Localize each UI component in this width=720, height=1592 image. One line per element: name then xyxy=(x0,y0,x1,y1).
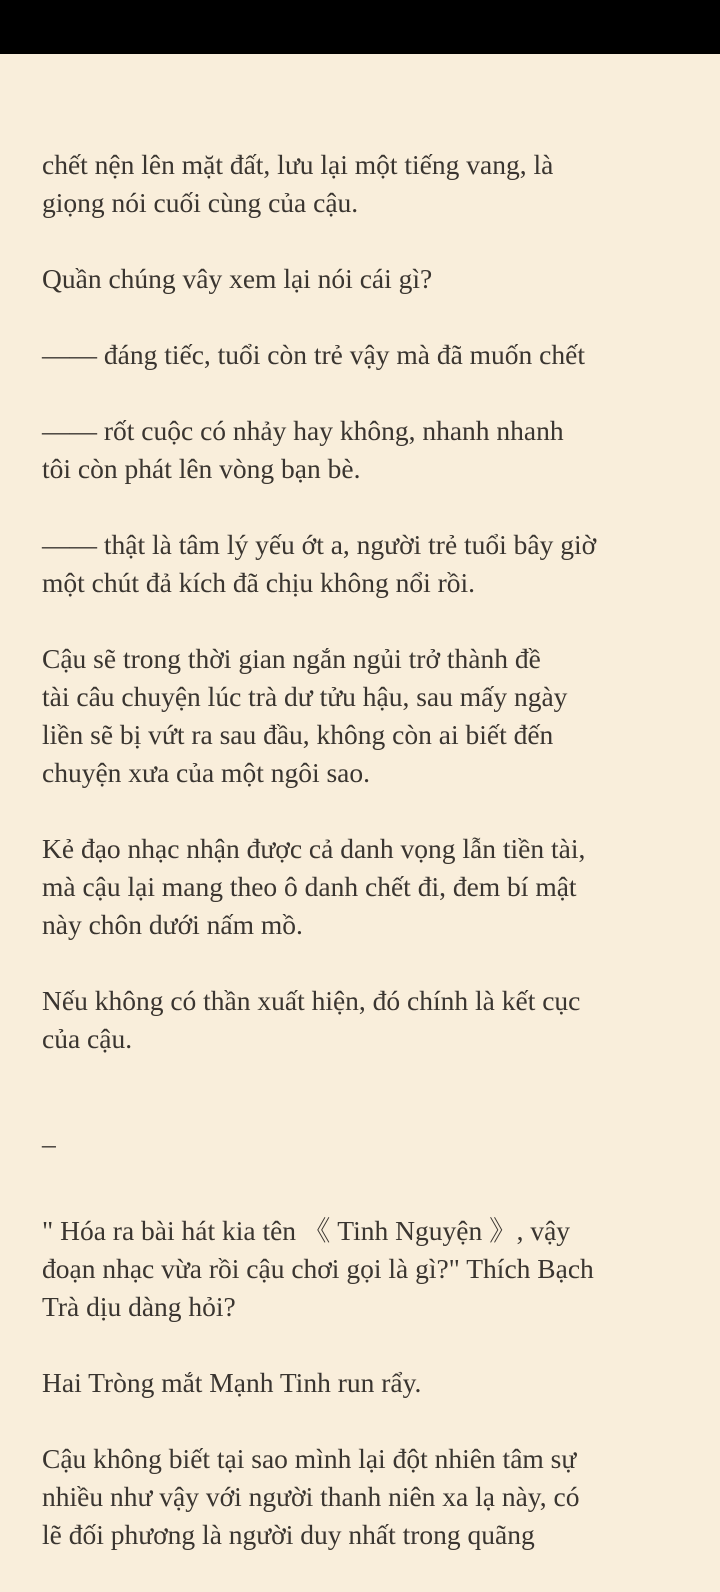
paragraph: Cậu sẽ trong thời gian ngắn ngủi trở thành đề tài câu chuyện lúc trà dư tửu hậu, sau mấy ngày liền sẽ bị vứt ra sau đầu, không còn ai biết đến chuyện xưa của một ngôi sao. xyxy=(42,643,568,788)
paragraph: Nếu không có thần xuất hiện, đó chính là kết cục của cậu. xyxy=(42,985,581,1054)
paragraph: Kẻ đạo nhạc nhận được cả danh vọng lẫn tiền tài, mà cậu lại mang theo ô danh chết đi, đem bí mật này chôn dưới nấm mồ. xyxy=(42,833,586,940)
paragraph: Hai Tròng mắt Mạnh Tinh run rẩy. xyxy=(42,1367,422,1398)
chapter-text xyxy=(42,146,672,1592)
paragraph: " Hóa ra bài hát kia tên 《 Tinh Nguyện 》, vậy đoạn nhạc vừa rồi cậu chơi gọi là gì?" Thích Bạch Trà dịu dàng hỏi? xyxy=(42,1215,594,1322)
paragraph: Quần chúng vây xem lại nói cái gì? xyxy=(42,263,433,294)
paragraph: —— thật là tâm lý yếu ớt a, người trẻ tuổi bây giờ một chút đả kích đã chịu không nổi rồi. xyxy=(42,529,597,598)
paragraph: chết nện lên mặt đất, lưu lại một tiếng vang, là giọng nói cuối cùng của cậu. xyxy=(42,149,554,218)
paragraph: Cậu không biết tại sao mình lại đột nhiên tâm sự nhiều như vậy với người thanh niên xa lạ này, có lẽ đối phương là người duy nhất trong quãng xyxy=(42,1443,580,1550)
status-bar xyxy=(0,0,720,54)
scene-separator: _ xyxy=(42,1119,56,1150)
paragraph: —— đáng tiếc, tuổi còn trẻ vậy mà đã muốn chết xyxy=(42,339,585,370)
paragraph: —— rốt cuộc có nhảy hay không, nhanh nhanh tôi còn phát lên vòng bạn bè. xyxy=(42,415,564,484)
